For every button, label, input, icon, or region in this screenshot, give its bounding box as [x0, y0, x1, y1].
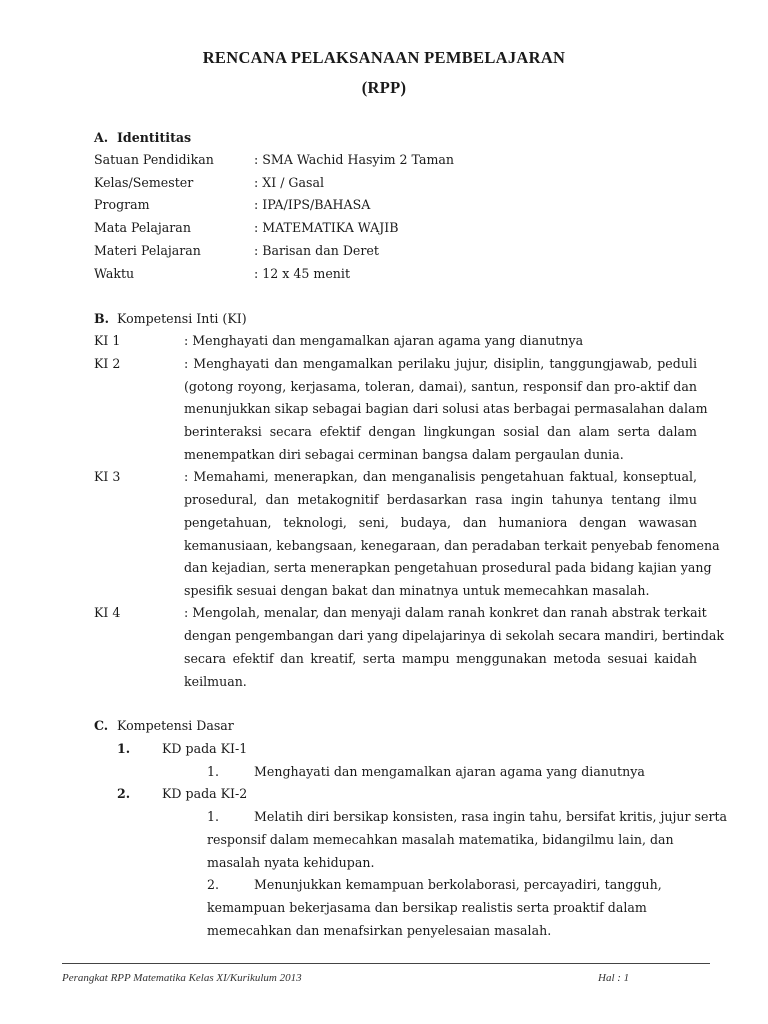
identity-label: Waktu — [94, 266, 135, 281]
identity-value: : SMA Wachid Hasyim 2 Taman — [254, 152, 455, 167]
ki-text-line: (gotong royong, kerjasama, toleran, damai), santun, responsif dan pro-aktif dan — [184, 379, 697, 394]
ki-text-line: dengan pengembangan dari yang dipelajarinya di sekolah secara mandiri, bertindak — [184, 628, 725, 643]
ki-text-line: : Memahami, menerapkan, dan menganalisis pengetahuan faktual, konseptual, — [184, 469, 697, 484]
kd-item-text: Menunjukkan kemampuan berkolaborasi, percayadiri, tangguh, — [254, 877, 662, 892]
ki-text-line: keilmuan. — [184, 674, 247, 689]
ki-text-line: menunjukkan sikap sebagai bagian dari solusi atas berbagai permasalahan dalam — [184, 401, 708, 416]
kd-item-text: memecahkan dan menafsirkan penyelesaian masalah. — [207, 923, 552, 938]
section-a-letter: A. — [94, 130, 109, 145]
ki-label: KI 2 — [94, 356, 121, 371]
identity-label: Mata Pelajaran — [94, 220, 191, 235]
ki-text-line: : Menghayati dan mengamalkan perilaku jujur, disiplin, tanggungjawab, peduli — [184, 356, 697, 371]
identity-label: Satuan Pendidikan — [94, 152, 214, 167]
ki-text-line: spesifik sesuai dengan bakat dan minatnya untuk memecahkan masalah. — [184, 583, 650, 598]
identity-value: : IPA/IPS/BAHASA — [254, 197, 371, 212]
kd-item-number: 1. — [207, 809, 220, 824]
ki-label: KI 3 — [94, 469, 121, 484]
kd-group-title: KD pada KI-1 — [162, 741, 248, 756]
kd-item-text: kemampuan bekerjasama dan bersikap realistis serta proaktif dalam — [207, 900, 647, 915]
ki-text-line: : Mengolah, menalar, dan menyaji dalam ranah konkret dan ranah abstrak terkait — [184, 605, 707, 620]
section-a-heading: Identititas — [117, 130, 192, 145]
identity-value: : Barisan dan Deret — [254, 243, 379, 258]
kd-item-text: responsif dalam memecahkan masalah matematika, bidangilmu lain, dan — [207, 832, 674, 847]
ki-text-line: dan kejadian, serta menerapkan pengetahuan prosedural pada bidang kajian yang — [184, 560, 712, 575]
identity-value: : 12 x 45 menit — [254, 266, 351, 281]
footer-page-number: Hal : 1 — [598, 972, 630, 984]
identity-label: Materi Pelajaran — [94, 243, 201, 258]
ki-text-line: menempatkan diri sebagai cerminan bangsa dalam pergaulan dunia. — [184, 447, 624, 462]
ki-text-line: prosedural, dan metakognitif berdasarkan rasa ingin tahunya tentang ilmu — [184, 492, 697, 507]
ki-text-line: pengetahuan, teknologi, seni, budaya, dan humaniora dengan wawasan — [184, 515, 697, 530]
ki-text-line: secara efektif dan kreatif, serta mampu menggunakan metoda sesuai kaidah — [184, 651, 697, 666]
ki-text-line: : Menghayati dan mengamalkan ajaran agama yang dianutnya — [184, 333, 584, 348]
ki-label: KI 4 — [94, 605, 121, 620]
kd-item-text: Melatih diri bersikap konsisten, rasa ingin tahu, bersifat kritis, jujur serta — [254, 809, 728, 824]
section-b-heading: Kompetensi Inti (KI) — [117, 311, 247, 326]
kd-item-text: Menghayati dan mengamalkan ajaran agama yang dianutnya — [254, 764, 645, 779]
kd-item-number: 1. — [207, 764, 220, 779]
identity-value: : MATEMATIKA WAJIB — [254, 220, 399, 235]
identity-value: : XI / Gasal — [254, 175, 325, 190]
kd-group-number: 1. — [117, 741, 131, 756]
section-c-heading: Kompetensi Dasar — [117, 718, 234, 733]
kd-item-number: 2. — [207, 877, 220, 892]
page-title: RENCANA PELAKSANAAN PEMBELAJARAN — [202, 48, 566, 67]
ki-text-line: kemanusiaan, kebangsaan, kenegaraan, dan peradaban terkait penyebab fenomena — [184, 538, 720, 553]
section-c-letter: C. — [94, 718, 109, 733]
kd-item-text: masalah nyata kehidupan. — [207, 855, 375, 870]
kd-group-title: KD pada KI-2 — [162, 786, 248, 801]
identity-label: Program — [94, 197, 150, 212]
ki-text-line: berinteraksi secara efektif dengan lingkungan sosial dan alam serta dalam — [184, 424, 697, 439]
kd-group-number: 2. — [117, 786, 131, 801]
identity-label: Kelas/Semester — [94, 175, 194, 190]
section-b-letter: B. — [94, 311, 110, 326]
footer-document-title: Perangkat RPP Matematika Kelas XI/Kurikulum 2013 — [62, 972, 302, 984]
footer-divider — [62, 963, 710, 964]
page-subtitle: (RPP) — [361, 78, 407, 97]
ki-label: KI 1 — [94, 333, 121, 348]
